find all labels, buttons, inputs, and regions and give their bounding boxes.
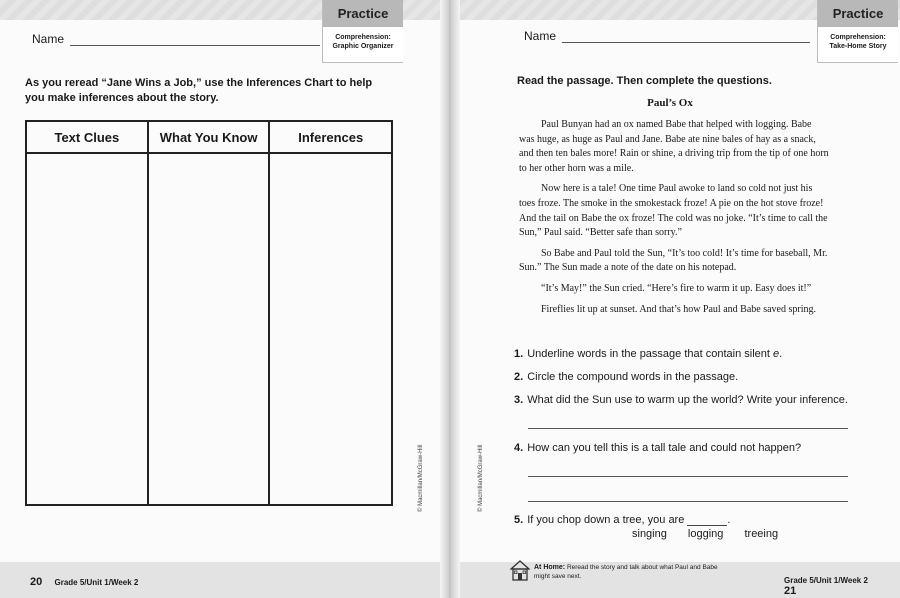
answer-blank-q5[interactable]: [687, 515, 727, 526]
inferences-chart: [25, 120, 393, 506]
question-1: 1. Underline words in the passage that contain silent e.: [514, 348, 783, 360]
page-footer: [30, 576, 138, 588]
name-line[interactable]: [70, 35, 320, 46]
choice-treeing[interactable]: treeing: [744, 528, 779, 540]
column-header-what-you-know: What You Know: [148, 121, 270, 153]
story-paragraph: Fireflies lit up at sunset. And that’s how Paul and Babe saved spring.: [541, 303, 816, 315]
name-label: Name: [32, 32, 65, 46]
name-field[interactable]: [524, 29, 810, 43]
inferences-cell[interactable]: [269, 153, 392, 505]
column-header-text-clues: Text Clues: [26, 121, 148, 153]
copyright-credit: © Macmillan/McGraw-Hill: [418, 444, 424, 512]
practice-tab: [817, 0, 898, 63]
what-you-know-cell[interactable]: [148, 153, 270, 505]
question-2: 2. Circle the compound words in the passage.: [514, 371, 739, 383]
house-icon: [510, 560, 530, 582]
question-3: 3. What did the Sun use to warm up the world? Write your inference.: [514, 394, 848, 406]
copyright-credit: © Macmillan/McGraw-Hill: [478, 444, 484, 512]
page-number: 21: [784, 585, 797, 597]
page-number: 20: [30, 576, 43, 588]
chart-instruction: As you reread “Jane Wins a Job,” use the Inferences Chart to help you make inferences about the story.: [25, 77, 373, 104]
book-gutter: [440, 0, 460, 598]
answer-line-q4a[interactable]: [528, 476, 848, 477]
choice-logging[interactable]: logging: [687, 528, 724, 540]
practice-tab-title: Practice: [818, 0, 898, 27]
practice-tab: [322, 0, 403, 63]
practice-tab-subtitle: Comprehension: Take-Home Story: [829, 34, 887, 50]
story-paragraph: Paul Bunyan had an ox named Babe that helped with logging. Babe was huge, as huge as Paul and Jane. Babe ate nine bales of hay as a snack, and then ten bales more! Rain or shine, a driving trip from the tip of one horn to her other horn was a mile.: [519, 119, 829, 174]
story-paragraph: So Babe and Paul told the Sun, “It’s too cold! It’s time for baseball, Mr. Sun.” The Sun made a note of the date on his notepad.: [519, 247, 828, 274]
column-header-inferences: Inferences: [269, 121, 392, 153]
grade-label: Grade 5/Unit 1/Week 2: [784, 576, 868, 585]
story-paragraph: “It’s May!” the Sun cried. “Here’s fire to warm it up. Easy does it!”: [541, 282, 812, 294]
passage-instruction: Read the passage. Then complete the questions.: [517, 75, 772, 87]
q5-choices: [632, 528, 796, 540]
story-title: Paul’s Ox: [647, 97, 693, 109]
name-field[interactable]: [32, 32, 320, 46]
question-5: 5. If you chop down a tree, you are .: [514, 514, 731, 526]
grade-label: Grade 5/Unit 1/Week 2: [54, 578, 139, 587]
choice-singing[interactable]: singing: [632, 528, 667, 540]
name-label: Name: [524, 29, 557, 43]
at-home-note: At Home: Reread the story and talk about what Paul and Babe might save next.: [534, 564, 718, 580]
page-footer: [784, 576, 900, 597]
practice-tab-subtitle: Comprehension: Graphic Organizer: [332, 34, 394, 50]
answer-line-q4b[interactable]: [528, 501, 848, 502]
question-4: 4. How can you tell this is a tall tale and could not happen?: [514, 442, 802, 454]
text-clues-cell[interactable]: [26, 153, 148, 505]
story-paragraph: Now here is a tale! One time Paul awoke to land so cold not just his toes froze. The smoke in the smokestack froze! A pie on the hot stove froze! And the tail on Babe the ox froze! The cold was no joke. “It’s time to call the Sun,” Paul said. “Better safe than sorry.”: [519, 183, 828, 239]
practice-tab-title: Practice: [323, 0, 403, 27]
name-line[interactable]: [562, 32, 810, 43]
story-passage: [519, 118, 829, 323]
answer-line-q3[interactable]: [528, 428, 848, 429]
